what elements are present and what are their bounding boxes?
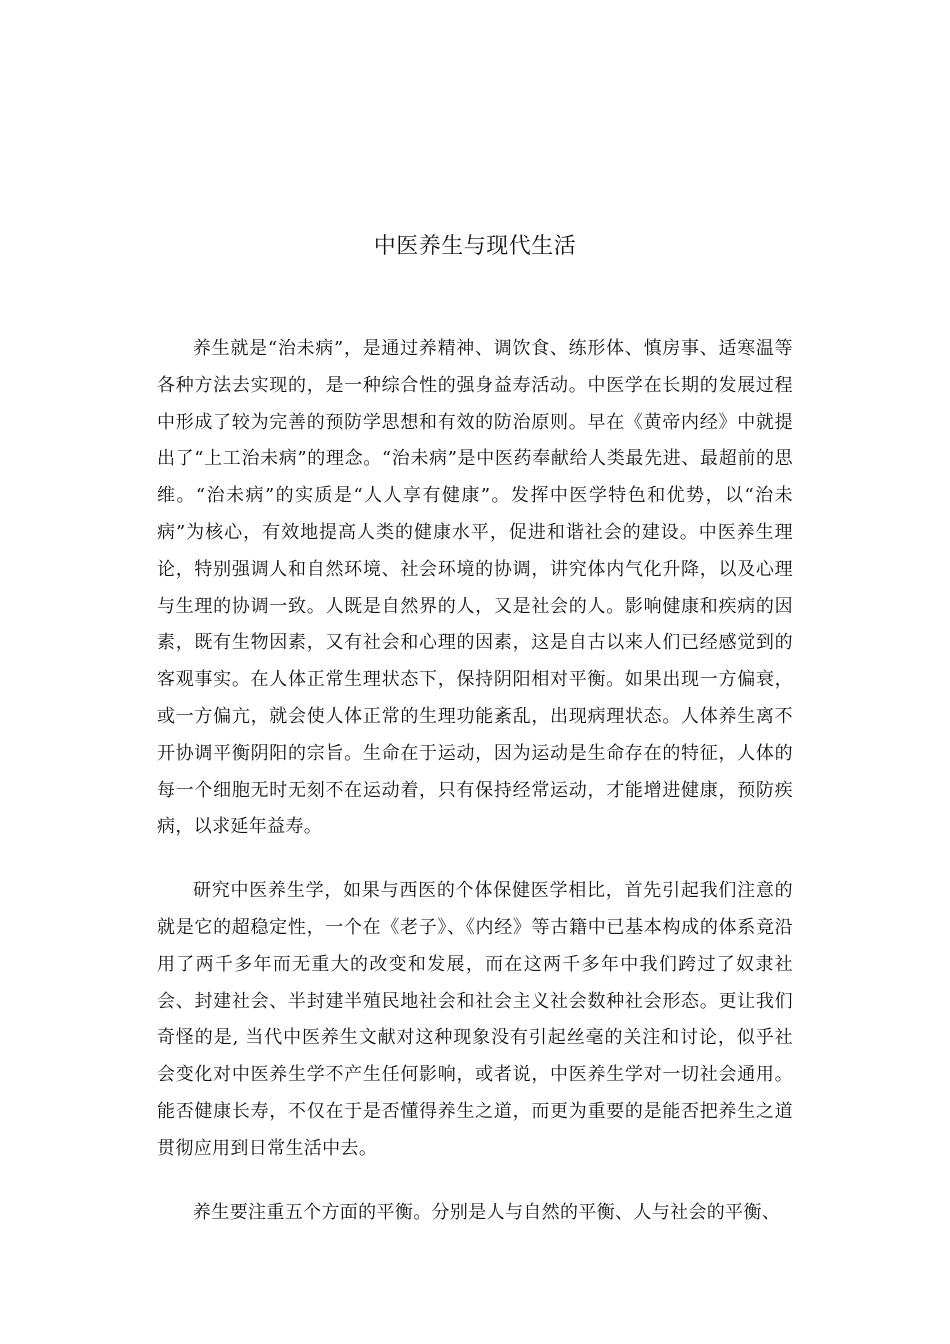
paragraph-1: 养生就是“治未病”，是通过养精神、调饮食、练形体、慎房事、适寒温等各种方法去实现的，是一种综合性的强身益寿活动。中医学在长期的发展过程中形成了较为完善的预防学思想和有效的防治原则。早在《黄帝内经》中就提出了“上工治未病”的理念。“治未病”是中医药奉献给人类最先进、最超前的思维。“治未病”的实质是“人人享有健康”。发挥中医学特色和优势，以“治未病”为核心，有效地提高人类的健康水平，促进和谐社会的建设。中医养生理论，特别强调人和自然环境、社会环境的协调，讲究体内气化升降，以及心理与生理的协调一致。人既是自然界的人，又是社会的人。影响健康和疾病的因素，既有生物因素，又有社会和心理的因素，这是自古以来人们已经感觉到的客观事实。在人体正常生理状态下，保持阴阳相对平衡。如果出现一方偏衰，或一方偏亢，就会使人体正常的生理功能紊乱，出现病理状态。人体养生离不开协调平衡阴阳的宗旨。生命在于运动，因为运动是生命存在的特征，人体的每一个细胞无时无刻不在运动着，只有保持经常运动，才能增进健康，预防疾病，以求延年益寿。 <box>157 338 793 838</box>
paragraph-2: 研究中医养生学，如果与西医的个体保健医学相比，首先引起我们注意的就是它的超稳定性，一个在《老子》、《内经》等古籍中已基本构成的体系竟沿用了两千多年而无重大的改变和发展，而在这两千多年中我们跨过了奴隶社会、封建社会、半封建半殖民地社会和社会主义社会数种社会形态。更让我们奇怪的是, 当代中医养生文献对这种现象没有引起丝毫的关注和讨论，似乎社会变化对中医养生学不产生任何影响，或者说，中医养生学对一切社会通用。能否健康长寿，不仅在于是否懂得养生之道，而更为重要的是能否把养生之道贯彻应用到日常生活中去。 <box>157 880 793 1159</box>
document-title: 中医养生与现代生活 <box>373 234 577 259</box>
document-body <box>157 331 793 1258</box>
paragraph-3: 养生要注重五个方面的平衡。分别是人与自然的平衡、人与社会的平衡、 <box>193 1201 781 1223</box>
